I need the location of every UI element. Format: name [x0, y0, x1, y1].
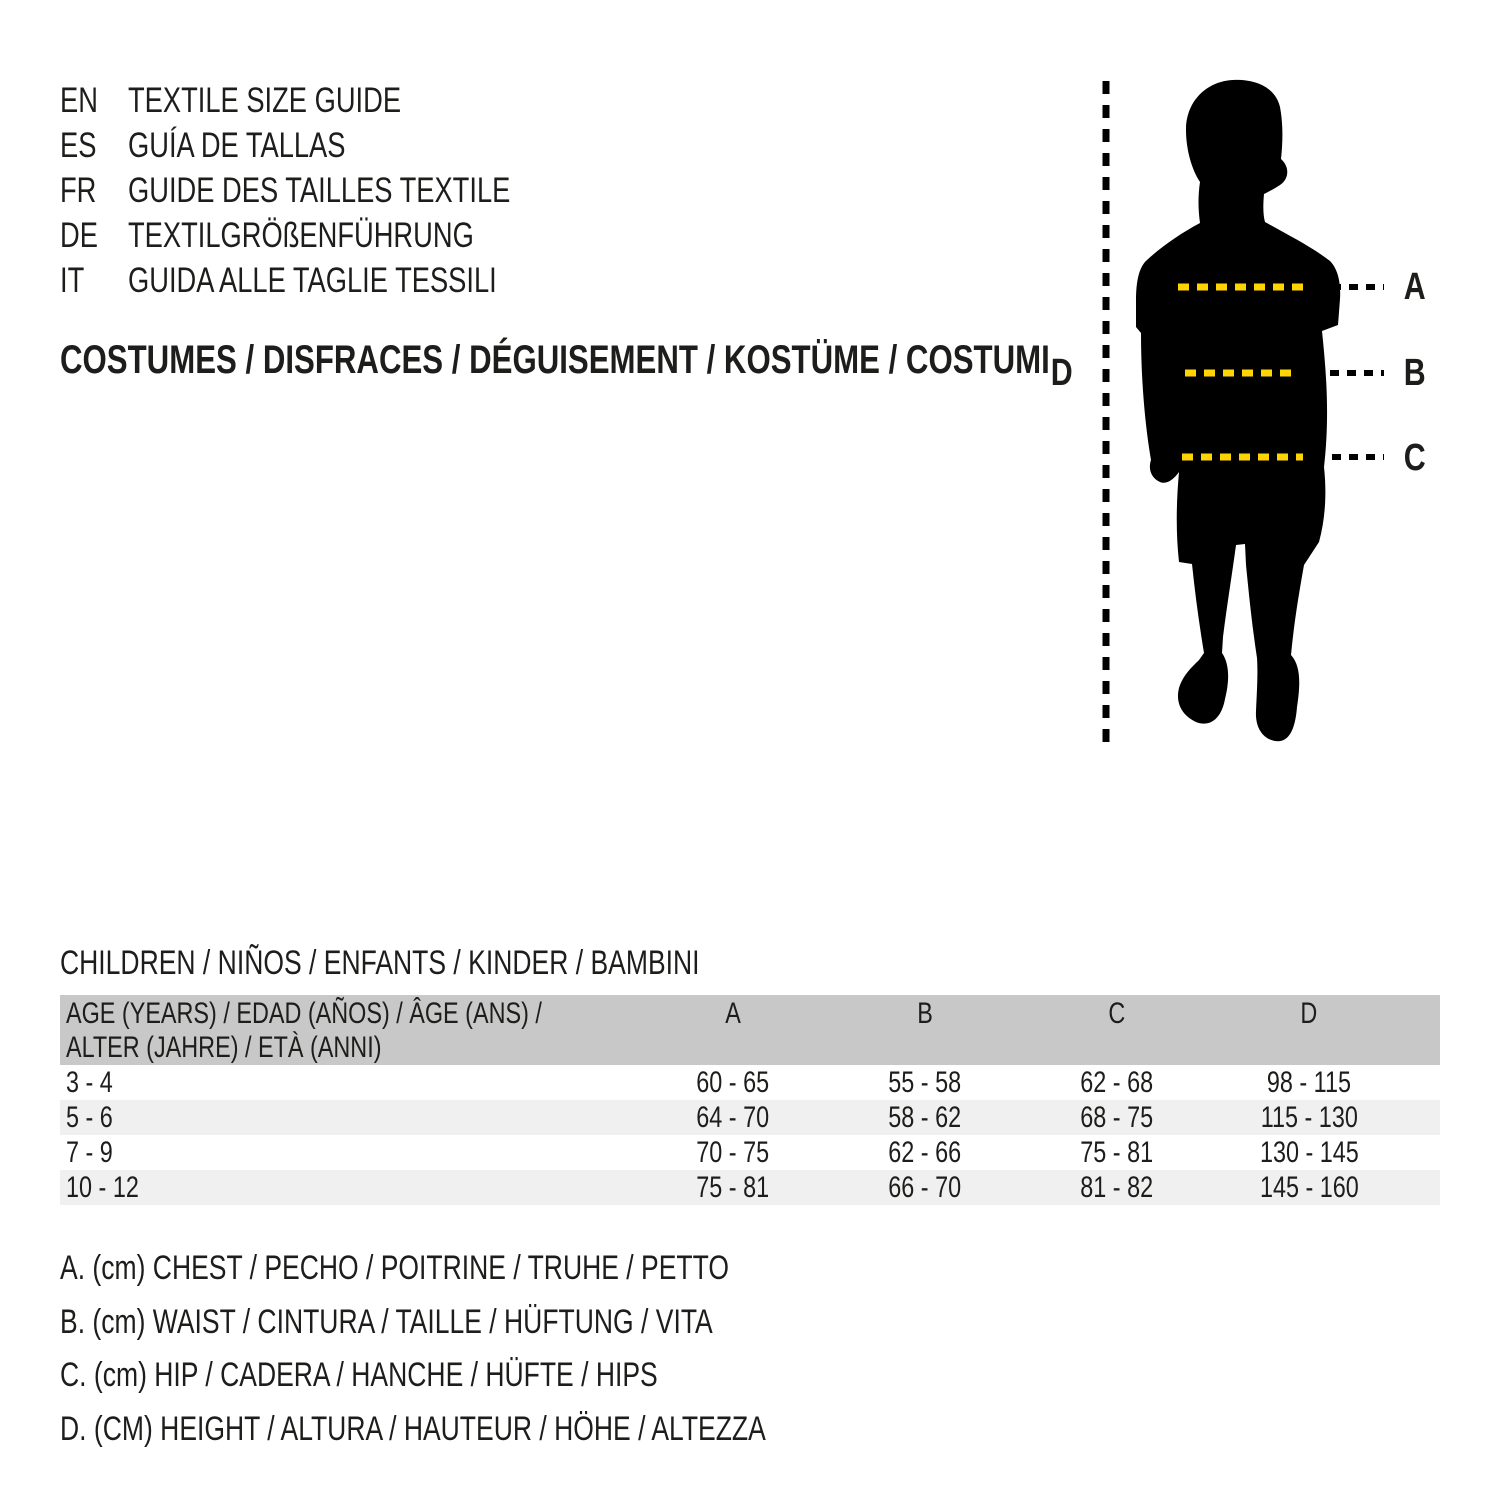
- label-chest-a: A: [1404, 266, 1426, 308]
- language-code: DE: [60, 216, 98, 255]
- row-spacer: [1405, 1135, 1440, 1170]
- language-code: ES: [60, 126, 97, 165]
- value-cell-b: 58 - 62: [888, 1101, 962, 1134]
- row-spacer: [1405, 1065, 1440, 1100]
- language-title: GUIDE DES TAILLES TEXTILE: [128, 171, 511, 210]
- table-row: [60, 1100, 1440, 1135]
- age-cell: 10 - 12: [66, 1171, 139, 1204]
- size-table: [60, 995, 1440, 1205]
- language-title: GUÍA DE TALLAS: [128, 126, 346, 165]
- age-cell: 5 - 6: [66, 1101, 113, 1134]
- header-spacer: [1405, 995, 1440, 1065]
- label-waist-b: B: [1404, 352, 1426, 394]
- column-header-c: C: [1108, 997, 1126, 1030]
- value-cell-d: 98 - 115: [1266, 1066, 1352, 1099]
- table-row: [60, 1065, 1440, 1100]
- language-code: FR: [60, 171, 97, 210]
- age-cell: 7 - 9: [66, 1136, 113, 1169]
- label-hip-c: C: [1404, 437, 1426, 479]
- row-spacer: [1405, 1100, 1440, 1135]
- value-cell-d: 115 - 130: [1260, 1101, 1358, 1134]
- value-cell-a: 75 - 81: [696, 1171, 770, 1204]
- age-cell: 3 - 4: [66, 1066, 113, 1099]
- language-title: GUIDA ALLE TAGLIE TESSILI: [128, 261, 497, 300]
- child-measurement-figure: [1040, 75, 1500, 765]
- legend-line-height: D. (CM) HEIGHT / ALTURA / HAUTEUR / HÖHE / ALTEZZA: [60, 1409, 766, 1448]
- value-cell-c: 81 - 82: [1080, 1171, 1154, 1204]
- table-row: [60, 1135, 1440, 1170]
- measurement-legend: [60, 1242, 965, 1456]
- value-cell-d: 145 - 160: [1259, 1171, 1359, 1204]
- language-title-list: [60, 78, 618, 303]
- language-row-es: [60, 123, 618, 168]
- language-row-fr: [60, 168, 618, 213]
- child-silhouette-graphic: [1040, 75, 1500, 765]
- language-code: EN: [60, 81, 98, 120]
- value-cell-a: 70 - 75: [696, 1136, 770, 1169]
- language-row-en: [60, 78, 618, 123]
- language-row-de: [60, 213, 618, 258]
- section-title-children: CHILDREN / NIÑOS / ENFANTS / KINDER / BAMBINI: [60, 944, 700, 982]
- size-table-header: [60, 995, 1440, 1065]
- language-title: TEXTILGRÖßENFÜHRUNG: [128, 216, 474, 255]
- label-height-d: D: [1051, 352, 1073, 394]
- value-cell-d: 130 - 145: [1259, 1136, 1359, 1169]
- value-cell-c: 68 - 75: [1080, 1101, 1154, 1134]
- column-header-d: D: [1300, 997, 1318, 1030]
- value-cell-b: 66 - 70: [888, 1171, 962, 1204]
- column-header-a: A: [725, 997, 741, 1030]
- category-title: COSTUMES / DISFRACES / DÉGUISEMENT / KOSTÜME / COSTUMI: [60, 338, 1050, 382]
- value-cell-b: 62 - 66: [888, 1136, 962, 1169]
- value-cell-c: 75 - 81: [1080, 1136, 1154, 1169]
- value-cell-c: 62 - 68: [1080, 1066, 1154, 1099]
- value-cell-b: 55 - 58: [888, 1066, 962, 1099]
- language-row-it: [60, 258, 618, 303]
- age-column-header: AGE (YEARS) / EDAD (AÑOS) / ÂGE (ANS) / ALTER (JAHRE) / ETÀ (ANNI): [66, 997, 542, 1064]
- legend-line-waist: B. (cm) WAIST / CINTURA / TAILLE / HÜFTUNG / VITA: [60, 1302, 713, 1341]
- legend-line-hip: C. (cm) HIP / CADERA / HANCHE / HÜFTE / HIPS: [60, 1356, 658, 1394]
- language-title: TEXTILE SIZE GUIDE: [128, 81, 402, 120]
- language-code: IT: [60, 261, 85, 300]
- row-spacer: [1405, 1170, 1440, 1205]
- legend-line-chest: A. (cm) CHEST / PECHO / POITRINE / TRUHE / PETTO: [60, 1249, 729, 1287]
- child-silhouette: [1136, 80, 1340, 741]
- table-row: [60, 1170, 1440, 1205]
- value-cell-a: 60 - 65: [696, 1066, 770, 1099]
- value-cell-a: 64 - 70: [696, 1101, 770, 1134]
- column-header-b: B: [917, 997, 933, 1030]
